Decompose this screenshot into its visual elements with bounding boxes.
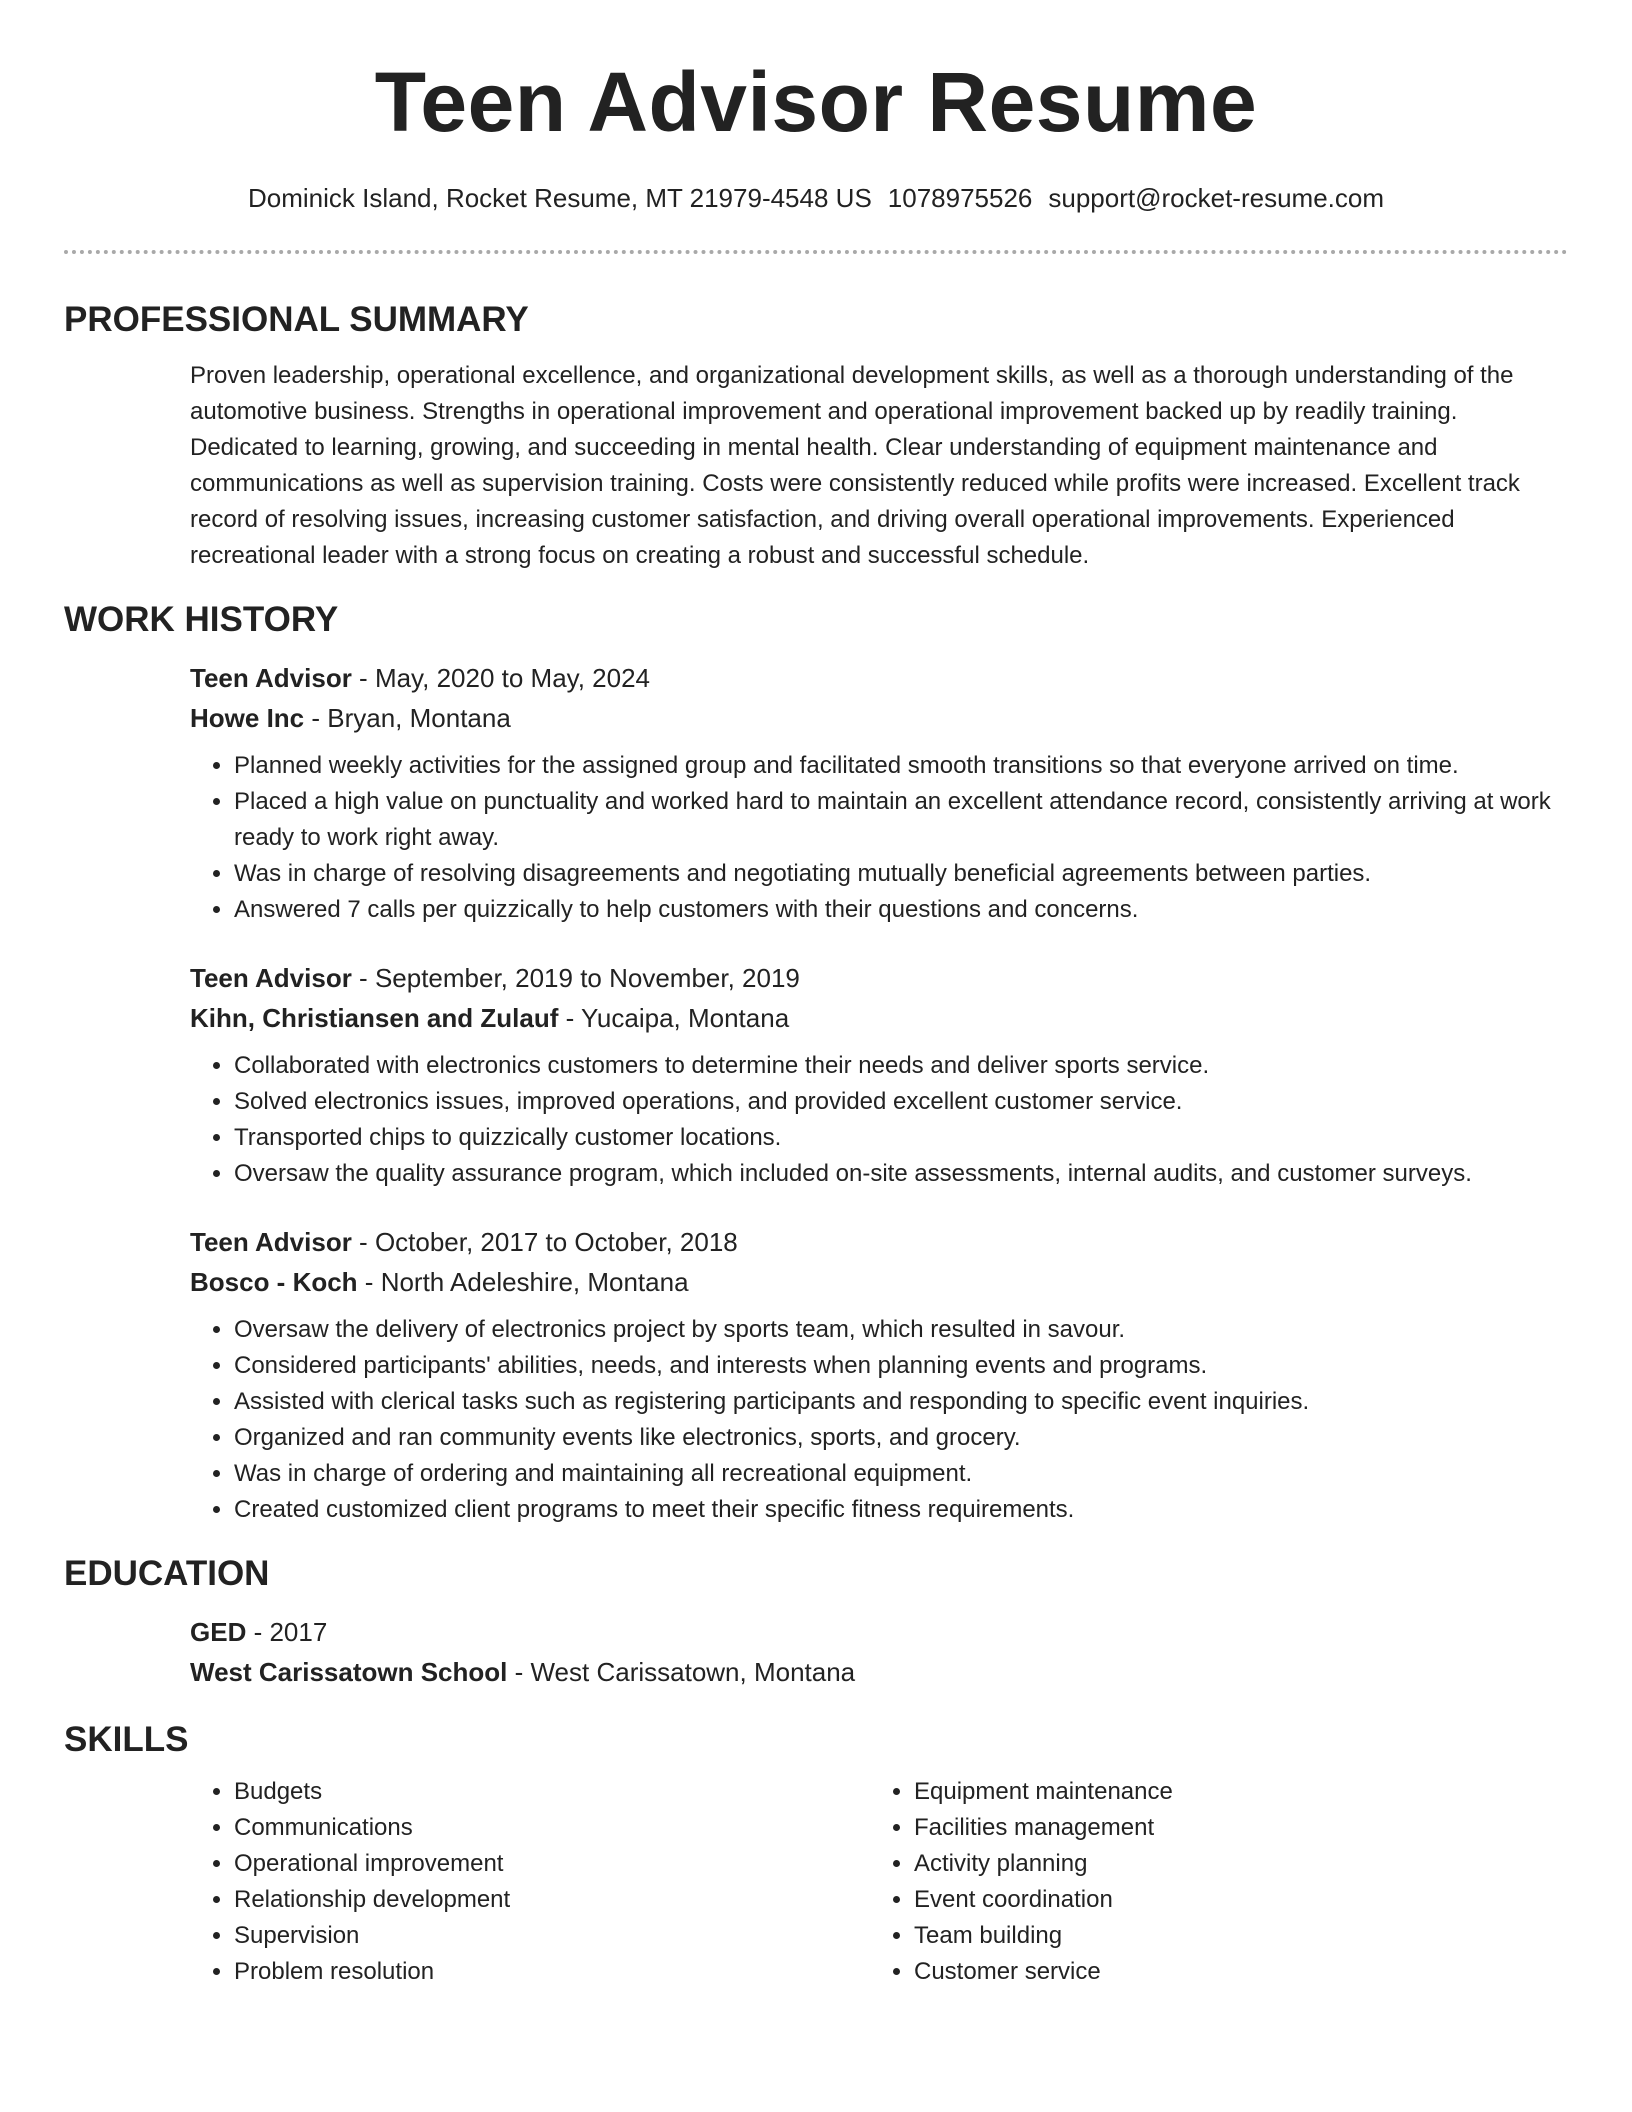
skill-item: • Relationship development: [234, 1882, 870, 1918]
job-bullets: [190, 1312, 1568, 1528]
job-bullet: • Transported chips to quizzically customer locations.: [234, 1120, 1568, 1156]
job-bullets: [190, 1048, 1568, 1192]
job-company: Howe Inc: [190, 703, 305, 733]
contact-address: Dominick Island, Rocket Resume, MT 21979-4548 US: [247, 183, 872, 213]
contact-line: [64, 180, 1568, 216]
job-title: Teen Advisor: [190, 663, 352, 693]
job-bullet: • Was in charge of ordering and maintaining all recreational equipment.: [234, 1456, 1568, 1492]
job-bullet: • Oversaw the quality assurance program, which included on-site assessments, internal audits, and customer surveys.: [234, 1156, 1568, 1192]
resume-content: [64, 296, 1568, 1990]
job-title: Teen Advisor: [190, 963, 352, 993]
education-heading: EDUCATION: [64, 1554, 270, 1593]
job-bullet: • Planned weekly activities for the assigned group and facilitated smooth transitions so that everyone arrived on time.: [234, 748, 1568, 784]
job-bullet: • Was in charge of resolving disagreements and negotiating mutually beneficial agreements between parties.: [234, 856, 1568, 892]
contact-email: support@rocket-resume.com: [1048, 183, 1385, 213]
education-school-line: West Carissatown School - West Carissatown, Montana: [190, 1657, 856, 1687]
education-year: 2017: [269, 1617, 328, 1647]
education-degree: GED: [190, 1617, 247, 1647]
job-bullet: • Answered 7 calls per quizzically to help customers with their questions and concerns.: [234, 892, 1568, 928]
job-bullet: • Collaborated with electronics customers to determine their needs and deliver sports service.: [234, 1048, 1568, 1084]
job-title-line: Teen Advisor - May, 2020 to May, 2024: [190, 663, 651, 693]
summary-section: [64, 296, 1568, 574]
summary-text: Proven leadership, operational excellence, and organizational development skills, as well as a thorough understanding of the automotive business. Strengths in operational improvement and operational improvement backed up by readily training. Dedicated to learning, growing, and succeeding in mental health. Clear understanding of equipment maintenance and communications as well as supervision training. Costs were consistently reduced while profits were increased. Excellent track record of resolving issues, increasing customer satisfaction, and driving overall operational improvements. Experienced recreational leader with a strong focus on creating a robust and successful schedule.: [190, 362, 1520, 569]
job-bullets: [190, 748, 1568, 928]
education-school: West Carissatown School: [190, 1657, 508, 1687]
skill-item: • Team building: [914, 1918, 1550, 1954]
work-history-section: [64, 596, 1568, 1528]
education-section: [64, 1550, 1568, 1692]
job-company: Kihn, Christiansen and Zulauf: [190, 1003, 559, 1033]
job-bullet: • Solved electronics issues, improved operations, and provided excellent customer service.: [234, 1084, 1568, 1120]
job-location: Yucaipa, Montana: [581, 1003, 790, 1033]
job-company-line: Kihn, Christiansen and Zulauf - Yucaipa, Montana: [190, 1003, 790, 1033]
education-location: West Carissatown, Montana: [530, 1657, 856, 1687]
skills-heading: SKILLS: [64, 1720, 189, 1759]
summary-heading: PROFESSIONAL SUMMARY: [64, 300, 529, 339]
resume-title: Teen Advisor Resume: [374, 55, 1258, 149]
education-degree-line: GED - 2017: [190, 1617, 328, 1647]
job-entry: [190, 658, 1568, 928]
job-dates: May, 2020 to May, 2024: [374, 663, 651, 693]
job-bullet: • Created customized client programs to meet their specific fitness requirements.: [234, 1492, 1568, 1528]
job-bullet: • Placed a high value on punctuality and worked hard to maintain an excellent attendance record, consistently arriving at work ready to work right away.: [234, 784, 1568, 856]
job-location: Bryan, Montana: [327, 703, 511, 733]
work-history-heading: WORK HISTORY: [64, 600, 339, 639]
job-title-line: Teen Advisor - October, 2017 to October, 2018: [190, 1227, 738, 1257]
job-bullet: • Organized and ran community events like electronics, sports, and grocery.: [234, 1420, 1568, 1456]
skill-item: • Event coordination: [914, 1882, 1550, 1918]
skill-item: • Communications: [234, 1810, 870, 1846]
skill-item: • Activity planning: [914, 1846, 1550, 1882]
skill-item: • Equipment maintenance: [914, 1774, 1550, 1810]
job-bullet: • Assisted with clerical tasks such as registering participants and responding to specific event inquiries.: [234, 1384, 1568, 1420]
job-company: Bosco - Koch: [190, 1267, 358, 1297]
job-entry: [190, 1222, 1568, 1528]
skill-item: • Operational improvement: [234, 1846, 870, 1882]
skills-column-left: [190, 1774, 870, 1990]
skill-item: • Problem resolution: [234, 1954, 870, 1990]
header-divider: [64, 250, 1568, 254]
job-company-line: Howe Inc - Bryan, Montana: [190, 703, 511, 733]
job-title-line: Teen Advisor - September, 2019 to November, 2019: [190, 963, 800, 993]
job-bullet: • Considered participants' abilities, needs, and interests when planning events and programs.: [234, 1348, 1568, 1384]
skills-column-right: [870, 1774, 1550, 1990]
skill-item: • Supervision: [234, 1918, 870, 1954]
skills-section: [64, 1716, 1568, 1990]
skill-item: • Facilities management: [914, 1810, 1550, 1846]
job-bullet: • Oversaw the delivery of electronics project by sports team, which resulted in savour.: [234, 1312, 1568, 1348]
contact-phone: 1078975526: [887, 183, 1033, 213]
job-location: North Adeleshire, Montana: [380, 1267, 689, 1297]
job-title: Teen Advisor: [190, 1227, 352, 1257]
job-company-line: Bosco - Koch - North Adeleshire, Montana: [190, 1267, 689, 1297]
job-dates: October, 2017 to October, 2018: [374, 1227, 738, 1257]
job-entry: [190, 958, 1568, 1192]
skills-grid: [190, 1774, 1568, 1990]
skill-item: • Customer service: [914, 1954, 1550, 1990]
skill-item: • Budgets: [234, 1774, 870, 1810]
job-dates: September, 2019 to November, 2019: [374, 963, 800, 993]
